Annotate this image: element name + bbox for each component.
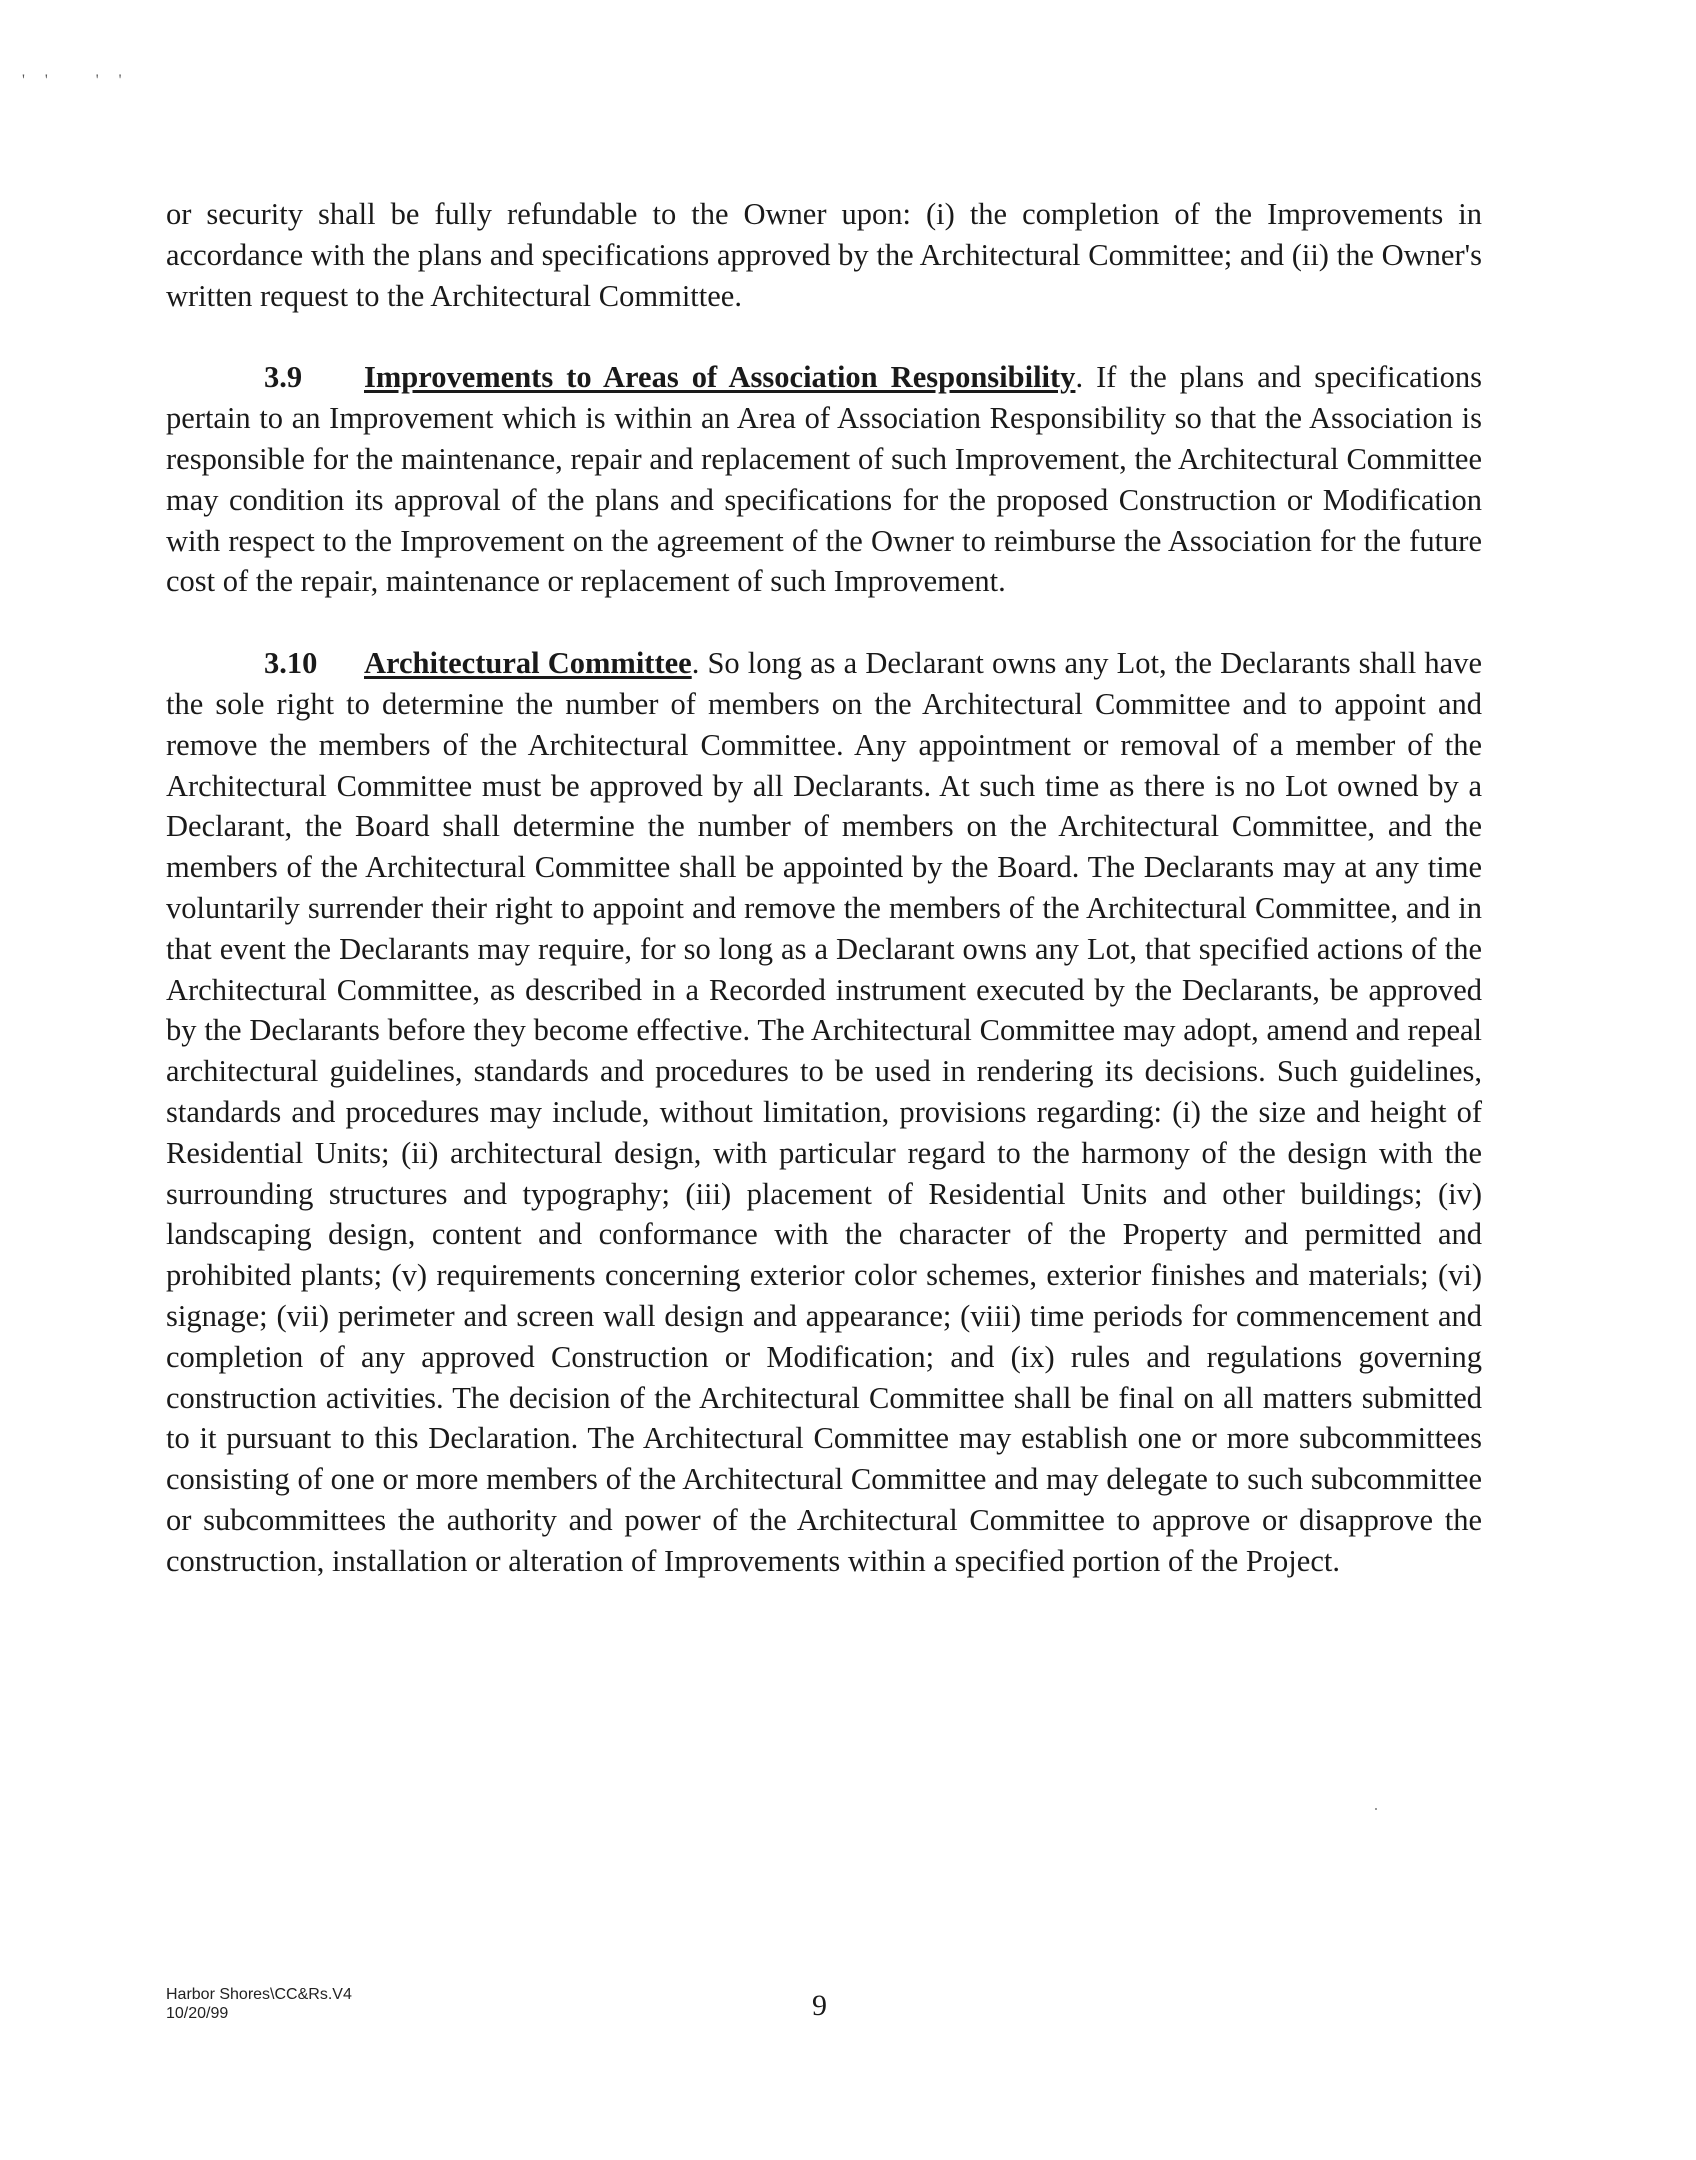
section-3-10	[166, 643, 1482, 1581]
document-body	[166, 194, 1482, 1623]
section-text: . If the plans and specifications pertain to an Improvement which is within an Area of Association Responsibility so that the Association is responsible for the maintenance, repair and replacement of such Improvement, the Architectural Committee may condition its approval of the plans and specifications for the proposed Construction or Modification with respect to the Improvement on the agreement of the Owner to reimburse the Association for the future cost of the repair, maintenance or replacement of such Improvement.	[166, 360, 1482, 599]
section-heading: Architectural Committee	[364, 646, 692, 681]
footer-doc-ref: Harbor Shores\CC&Rs.V4	[166, 1986, 352, 2003]
scan-mark: ' '	[95, 72, 130, 89]
page-number: 9	[812, 1989, 827, 2022]
section-text: . So long as a Declarant owns any Lot, the Declarants shall have the sole right to determine the number of members on the Architectural Committee and to appoint and remove the members of the Architectural Committee. Any appointment or removal of a member of the Architectural Committee must be approved by all Declarants. At such time as there is no Lot owned by a Declarant, the Board shall determine the number of members on the Architectural Committee, and the members of the Architectural Committee shall be appointed by the Board. The Declarants may at any time voluntarily surrender their right to appoint and remove the members of the Architectural Committee, and in that event the Declarants may require, for so long as a Declarant owns any Lot, that specified actions of the Architectural Committee, as described in a Recorded instrument executed by the Declarants, be approved by the Declarants before they become effective. The Architectural Committee may adopt, amend and repeal architectural guidelines, standards and procedures to be used in rendering its decisions. Such guidelines, standards and procedures may include, without limitation, provisions regarding: (i) the size and height of Residential Units; (ii) architectural design, with particular regard to the harmony of the design with the surrounding structures and typography; (iii) placement of Residential Units and other buildings; (iv) landscaping design, content and conformance with the character of the Property and permitted and prohibited plants; (v) requirements concerning exterior color schemes, exterior finishes and materials; (vi) signage; (vii) perimeter and screen wall design and appearance; (viii) time periods for commencement and completion of any approved Construction or Modification; and (ix) rules and regulations governing construction activities. The decision of the Architectural Committee shall be final on all matters submitted to it pursuant to this Declaration. The Architectural Committee may establish one or more subcommittees consisting of one or more members of the Architectural Committee and may delegate to such subcommittee or subcommittees the authority and power of the Architectural Committee to approve or disapprove the construction, installation or alteration of Improvements within a specified portion of the Project.	[166, 646, 1482, 1578]
section-3-9	[166, 357, 1482, 602]
scan-marks	[22, 72, 170, 90]
paragraph-continued: or security shall be fully refundable to the Owner upon: (i) the completion of the Improvements in accordance with the plans and specifications approved by the Architectural Committee; and (ii) the Owner's written request to the Architectural Committee.	[166, 197, 1482, 313]
scan-mark: ' '	[22, 72, 56, 89]
footer-date: 10/20/99	[166, 2005, 229, 2022]
scan-speck	[1375, 1808, 1377, 1810]
footer-doc-info	[166, 1985, 352, 2023]
section-number: 3.9	[264, 360, 303, 395]
section-heading: Improvements to Areas of Association Responsibility	[364, 360, 1076, 395]
section-number: 3.10	[264, 646, 318, 681]
